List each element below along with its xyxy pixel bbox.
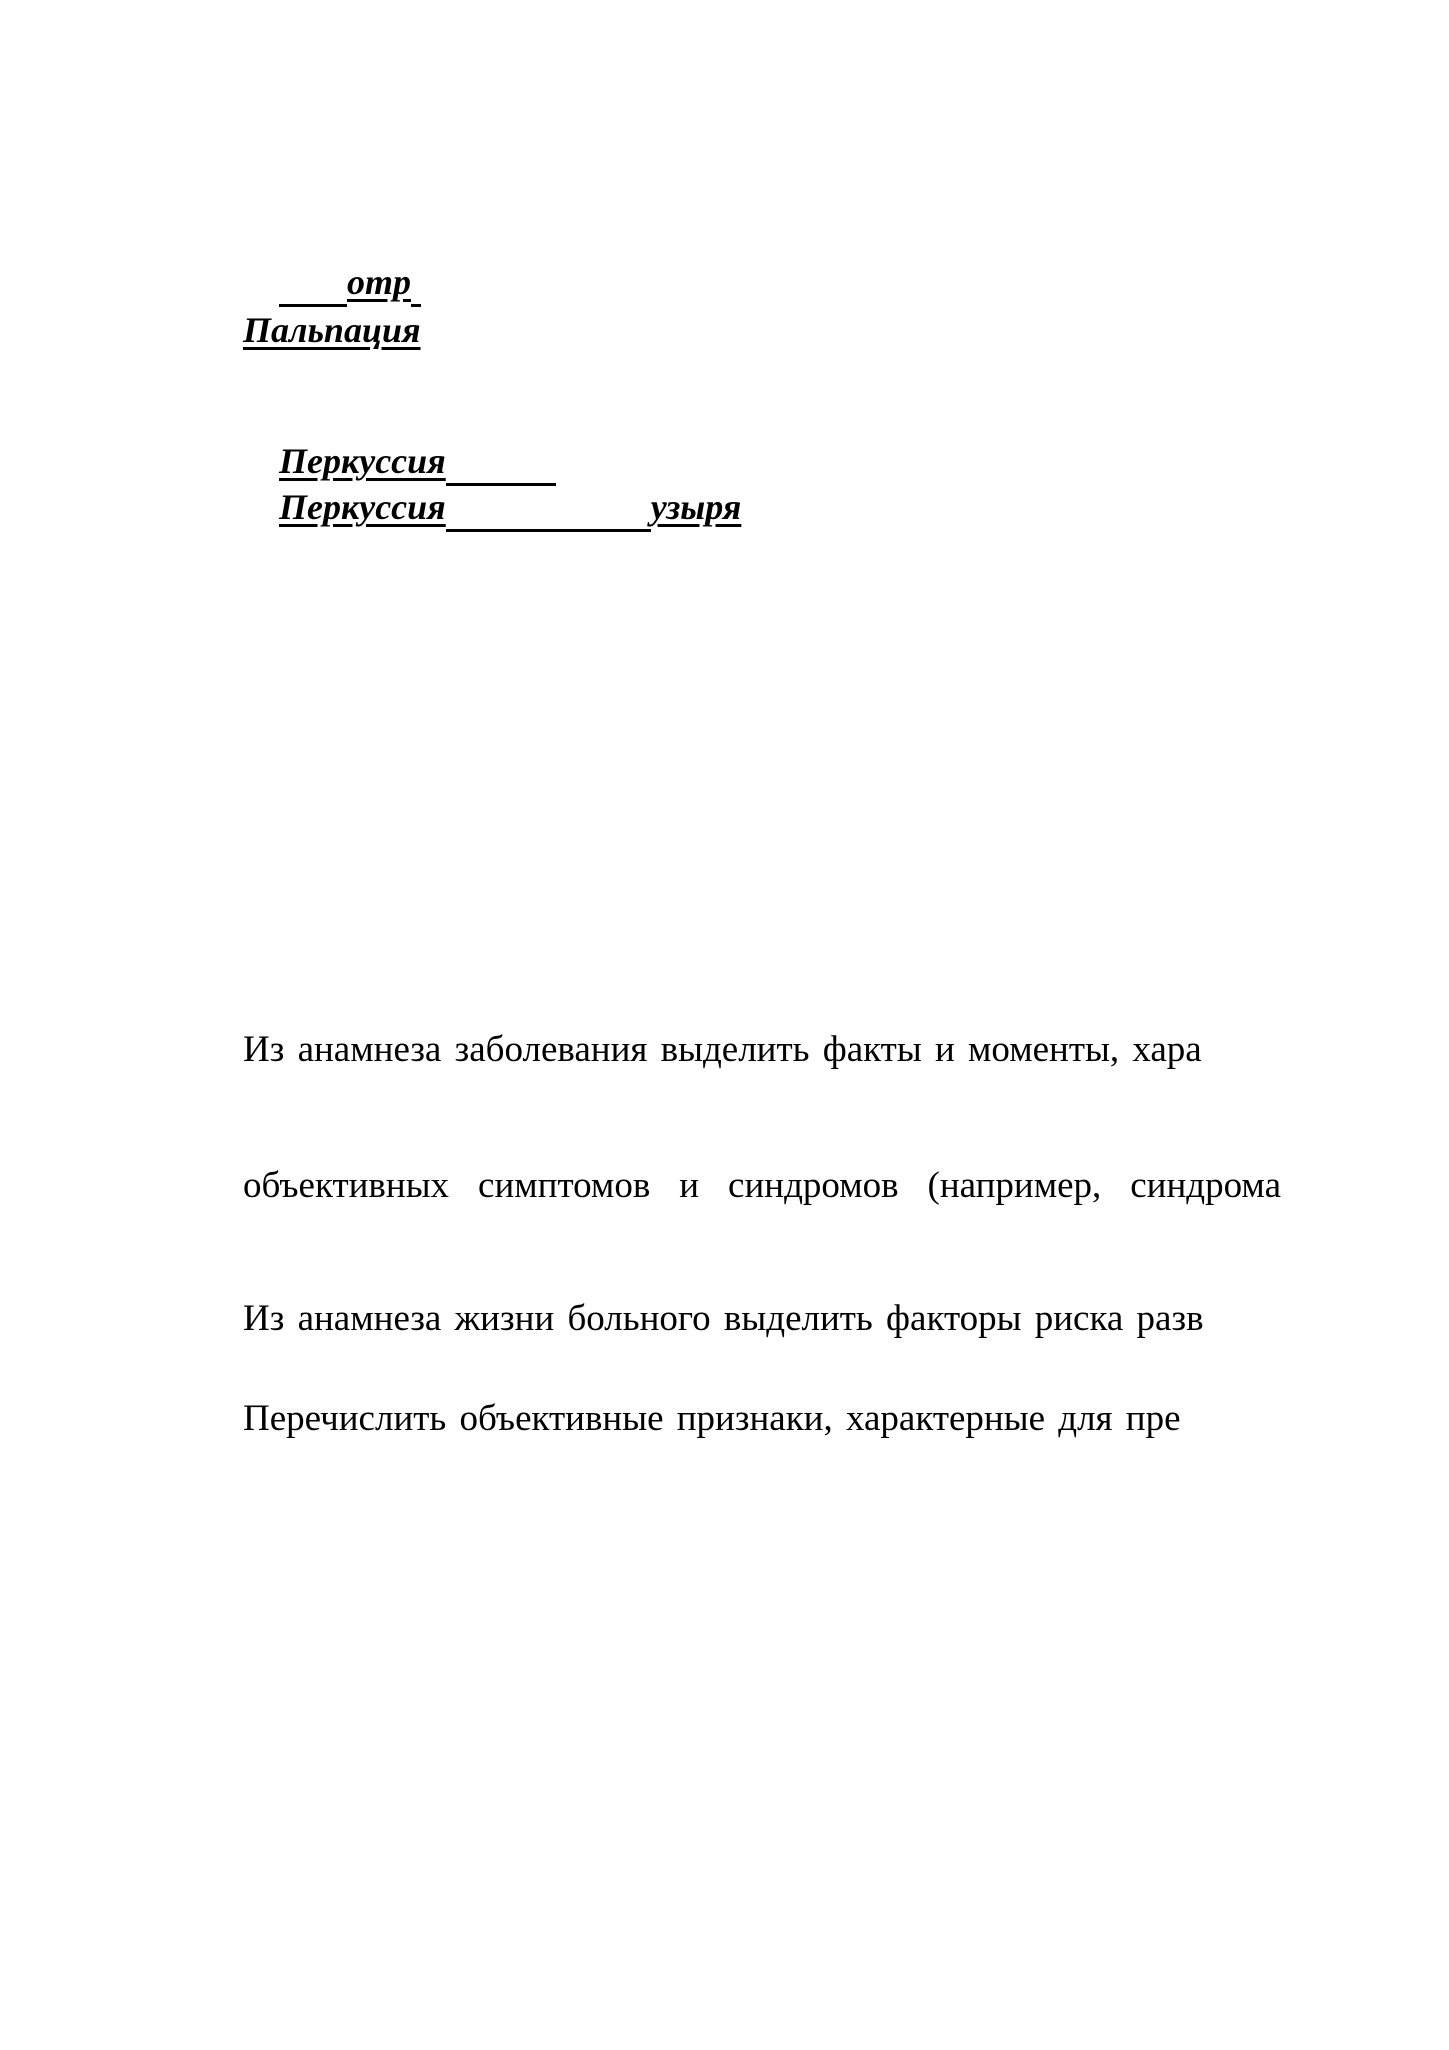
heading-otr-tail [411, 270, 421, 307]
heading-percussion-bladder-blank [446, 495, 651, 532]
heading-otr-blank [279, 270, 347, 307]
heading-otr-text: отр [347, 262, 412, 302]
heading-percussion-bladder-end: узыря [650, 487, 742, 527]
paragraph-objective-symptoms: объективных симптомов и синдромов (например, синдрома [243, 1165, 1281, 1206]
heading-palpation: Пальпация [243, 310, 421, 350]
heading-percussion-text: Перкуссия [279, 441, 446, 481]
heading-percussion-bladder-start: Перкуссия [279, 487, 446, 527]
heading-percussion-bladder [243, 447, 741, 567]
paragraph-anamnesis-life: Из анамнеза жизни больного выделить факторы риска разв [243, 1298, 1204, 1339]
paragraph-anamnesis-disease: Из анамнеза заболевания выделить факты и моменты, хара [243, 1029, 1202, 1070]
paragraph-objective-signs: Перечислить объективные признаки, характерные для пре [243, 1398, 1181, 1439]
